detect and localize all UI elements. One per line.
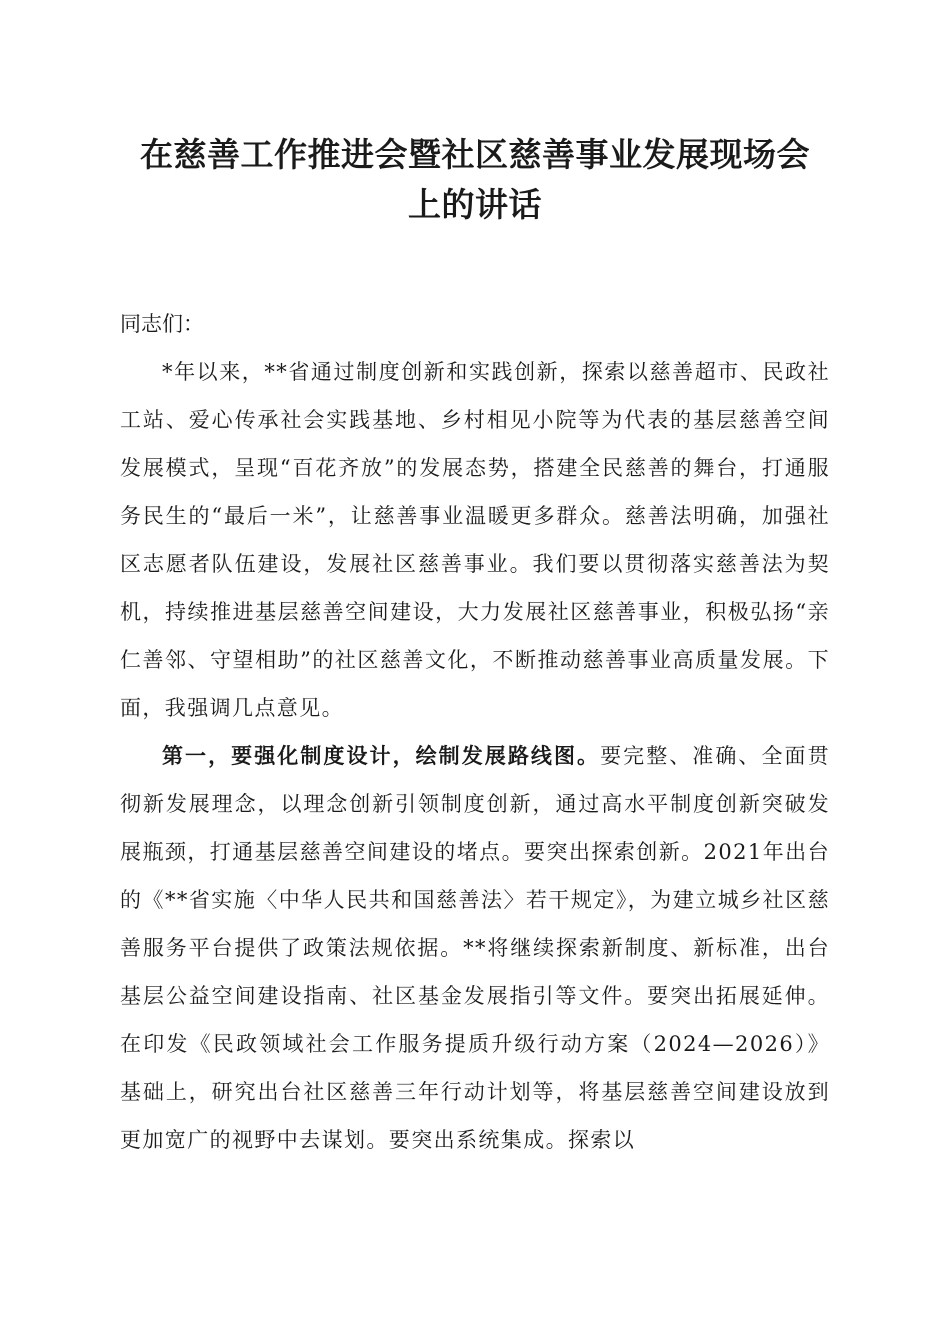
document-page bbox=[120, 130, 830, 1164]
title-line-2: 上的讲话 bbox=[408, 185, 542, 224]
paragraph-body: 要完整、准确、全面贯彻新发展理念，以理念创新引领制度创新，通过高水平制度创新突破发展瓶颈，打通基层慈善空间建设的堵点。要突出探索创新。2021年出台的《**省实施〈中华人民共和国慈善法〉若干规定》，为建立城乡社区慈善服务平台提供了政策法规依据。**将继续探索新制度、新标准，出台基层公益空间建设指南、社区基金发展指引等文件。要突出拓展延伸。在印发《民政领域社会工作服务提质升级行动方案（2024—2026）》基础上，研究出台社区慈善三年行动计划等，将基层慈善空间建设放到更加宽广的视野中去谋划。要突出系统集成。探索以 bbox=[120, 744, 830, 1152]
paragraph-intro: *年以来，**省通过制度创新和实践创新，探索以慈善超市、民政社工站、爱心传承社会实践基地、乡村相见小院等为代表的基层慈善空间发展模式，呈现“百花齐放”的发展态势，搭建全民慈善的舞台，打通服务民生的“最后一米”，让慈善事业温暖更多群众。慈善法明确，加强社区志愿者队伍建设，发展社区慈善事业。我们要以贯彻落实慈善法为契机，持续推进基层慈善空间建设，大力发展社区慈善事业，积极弘扬“亲仁善邻、守望相助”的社区慈善文化，不断推动慈善事业高质量发展。下面，我强调几点意见。 bbox=[120, 360, 830, 720]
paragraph-first-point bbox=[120, 732, 830, 1164]
document-title bbox=[120, 130, 830, 230]
salutation: 同志们： bbox=[120, 312, 204, 336]
paragraph-heading: 第一，要强化制度设计，绘制发展路线图。 bbox=[162, 743, 601, 768]
title-line-1: 在慈善工作推进会暨社区慈善事业发展现场会 bbox=[140, 135, 810, 174]
